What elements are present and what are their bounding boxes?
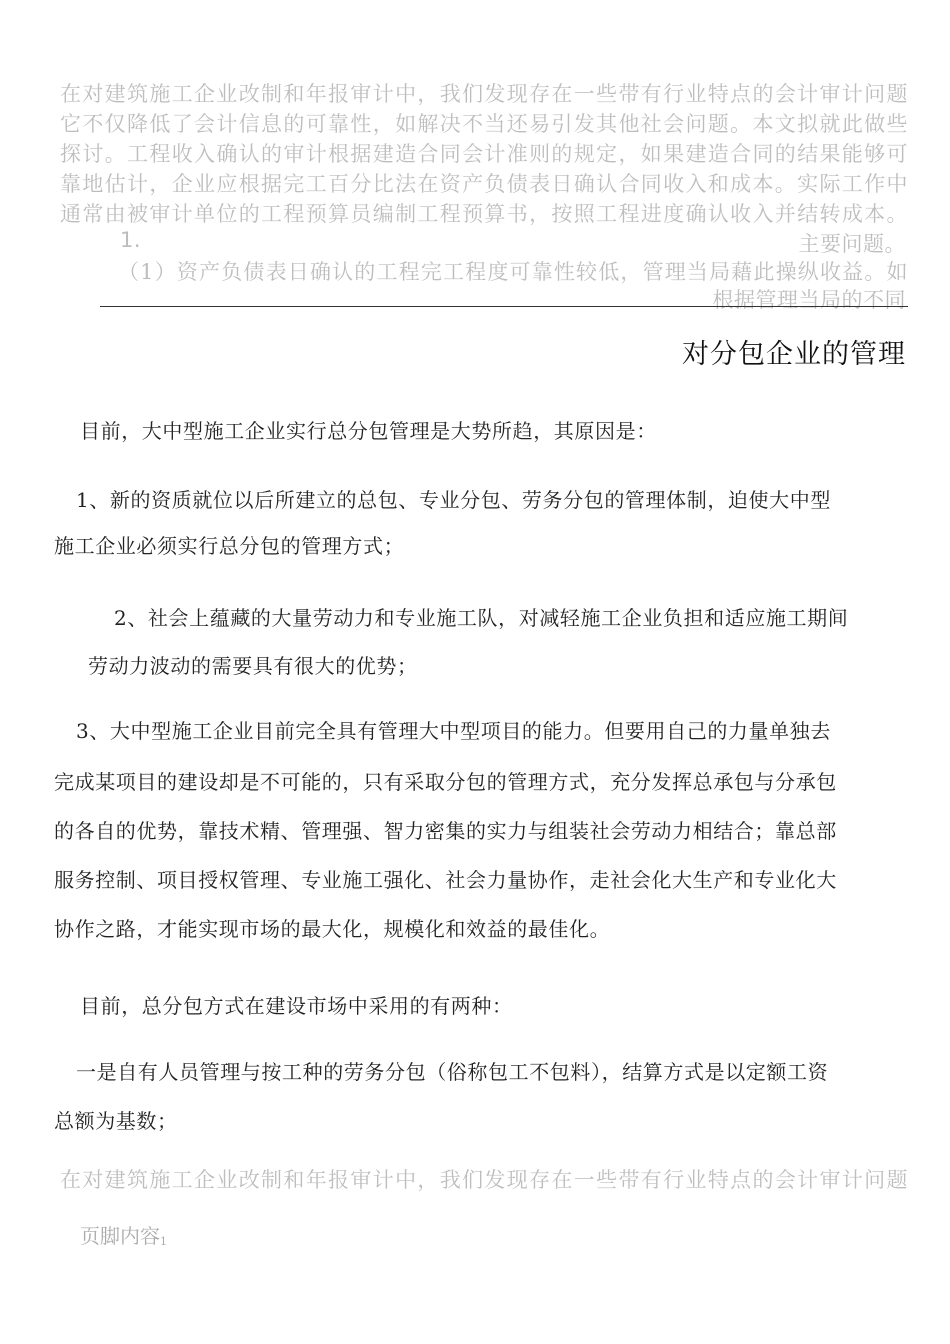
footer-page-number: 1 <box>160 1235 167 1248</box>
page-title: 对分包企业的管理 <box>682 339 906 370</box>
paragraph-3-line-2: 完成某项目的建设却是不可能的，只有采取分包的管理方式，充分发挥总承包与分承包 <box>54 770 837 794</box>
paragraph-5-line-1: 一是自有人员管理与按工种的劳务分包（俗称包工不包料），结算方式是以定额工资 <box>76 1060 829 1084</box>
paragraph-1-line-1: 1、新的资质就位以后所建立的总包、专业分包、劳务分包的管理体制，迫使大中型 <box>76 488 831 512</box>
page-footer <box>80 1220 167 1249</box>
watermark-header-line-3: 探讨。工程收入确认的审计根据建造合同会计准则的规定，如果建造合同的结果能够可 <box>60 142 908 166</box>
paragraph-2-line-1: 2、社会上蕴藏的大量劳动力和专业施工队，对减轻施工企业负担和适应施工期间 <box>114 606 849 630</box>
watermark-sub-item-tail: 根据管理当局的不同 <box>712 288 906 312</box>
watermark-header-line-5: 通常由被审计单位的工程预算员编制工程预算书，按照工程进度确认收入并结转成本。 <box>60 202 908 226</box>
watermark-header-line-2: 它不仅降低了会计信息的可靠性，如解决不当还易引发其他社会问题。本文拟就此做些 <box>60 112 908 136</box>
header-divider <box>100 306 908 307</box>
paragraph-5-line-2: 总额为基数； <box>54 1109 178 1133</box>
watermark-header-line-1: 在对建筑施工企业改制和年报审计中，我们发现存在一些带有行业特点的会计审计问题 <box>60 82 908 106</box>
watermark-header-line-4: 靠地估计，企业应根据完工百分比法在资产负债表日确认合同收入和成本。实际工作中 <box>60 172 908 196</box>
watermark-footer: 在对建筑施工企业改制和年报审计中，我们发现存在一些带有行业特点的会计审计问题 <box>60 1168 908 1192</box>
paragraph-intro: 目前，大中型施工企业实行总分包管理是大势所趋，其原因是： <box>80 419 657 443</box>
paragraph-3-line-1: 3、大中型施工企业目前完全具有管理大中型项目的能力。但要用自己的力量单独去 <box>76 719 831 743</box>
paragraph-2-line-2: 劳动力波动的需要具有很大的优势； <box>88 654 418 678</box>
watermark-item-label: 主要问题。 <box>798 232 906 256</box>
watermark-item-number: 1. <box>120 228 142 252</box>
footer-label: 页脚内容 <box>80 1224 160 1248</box>
paragraph-3-line-4: 服务控制、项目授权管理、专业施工强化、社会力量协作，走社会化大生产和专业化大 <box>54 868 837 892</box>
paragraph-1-line-2: 施工企业必须实行总分包的管理方式； <box>54 534 405 558</box>
paragraph-3-line-3: 的各自的优势，靠技术精、管理强、智力密集的实力与组装社会劳动力相结合；靠总部 <box>54 819 837 843</box>
paragraph-3-line-5: 协作之路，才能实现市场的最大化，规模化和效益的最佳化。 <box>54 917 611 941</box>
watermark-sub-item: （1）资产负债表日确认的工程完工程度可靠性较低，管理当局藉此操纵收益。如 <box>118 260 908 284</box>
paragraph-4: 目前，总分包方式在建设市场中采用的有两种： <box>80 994 513 1018</box>
